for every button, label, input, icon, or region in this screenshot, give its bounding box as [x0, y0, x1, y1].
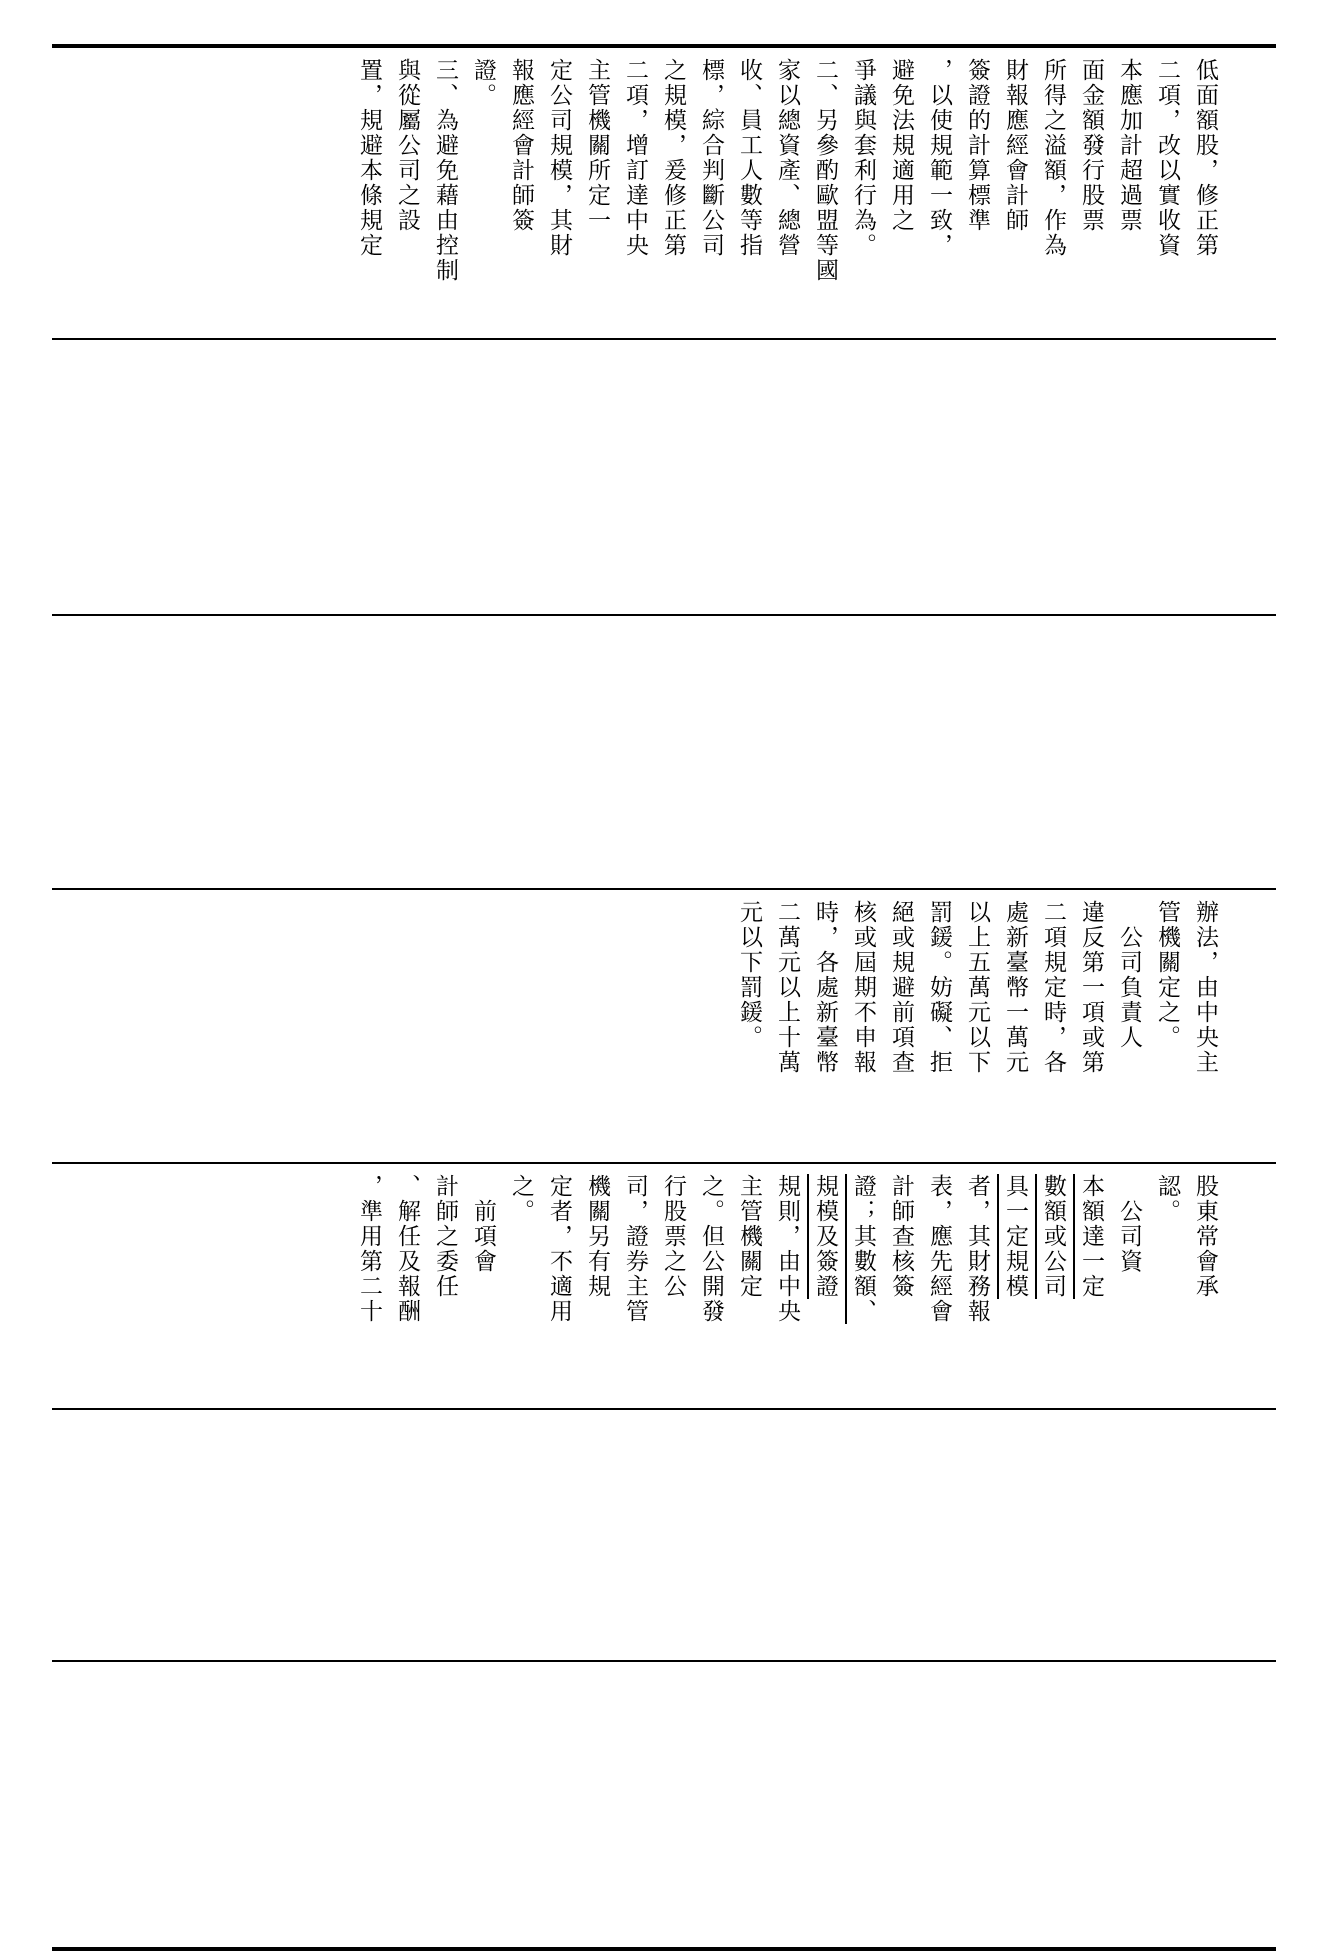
text-line: 認。	[1154, 1174, 1180, 1224]
text-line: 之規模，爰修正第	[660, 58, 686, 258]
text-line: 計師之委任	[432, 1174, 458, 1299]
text-line: 本應加計超過票	[1116, 58, 1142, 233]
text-line: 面金額發行股票	[1078, 58, 1104, 233]
text-line: 規則，由中央	[774, 1174, 800, 1324]
text-line: 公司負責人	[1116, 900, 1142, 1050]
text-line: 、解任及報酬	[394, 1174, 420, 1324]
row-divider	[52, 614, 1276, 616]
bottom-rule	[52, 1947, 1276, 1951]
text-line: 與從屬公司之設	[394, 58, 420, 233]
text-line: 元以下罰鍰。	[736, 900, 762, 1050]
text-line: 管機關定之。	[1154, 900, 1180, 1050]
row-divider	[52, 1408, 1276, 1410]
text-line: 之。但公開發	[698, 1174, 724, 1324]
row-divider	[52, 338, 1276, 340]
row-divider	[52, 1660, 1276, 1662]
amended-provision-cell	[52, 1164, 1276, 1408]
text-line: 家以總資產、總營	[774, 58, 800, 258]
text-line: 收、員工人數等指	[736, 58, 762, 258]
text-line: 計師查核簽	[888, 1174, 914, 1299]
text-line: 主管機關定	[736, 1174, 762, 1299]
text-line: 二、另參酌歐盟等國	[812, 58, 838, 283]
text-line: 前項會	[470, 1174, 496, 1274]
text-line: 定者，不適用	[546, 1174, 572, 1324]
explanation-cell	[52, 48, 1276, 338]
text-line: 所得之溢額，作為	[1040, 58, 1066, 258]
text-line: 處新臺幣一萬元	[1002, 900, 1028, 1075]
text-line: 表，應先經會	[926, 1174, 952, 1324]
text-line: 簽證的計算標準	[964, 58, 990, 233]
text-line: 行股票之公	[660, 1174, 686, 1299]
text-line: 以上五萬元以下	[964, 900, 990, 1075]
text-line: 標，綜合判斷公司	[698, 58, 724, 258]
text-line: 核或屆期不申報	[850, 900, 876, 1075]
text-line: 二萬元以上十萬	[774, 900, 800, 1075]
text-line: 定公司規模，其財	[546, 58, 572, 258]
text-line: 二項規定時，各	[1040, 900, 1066, 1075]
current-provision-cell	[52, 890, 1276, 1160]
text-line: 規模及簽證	[812, 1174, 838, 1299]
text-line: 具一定規模	[1002, 1174, 1028, 1299]
text-line: 違反第一項或第	[1078, 900, 1104, 1075]
text-line: 辦法，由中央主	[1192, 900, 1218, 1075]
text-line: 避免法規適用之	[888, 58, 914, 233]
text-line: 報應經會計師簽	[508, 58, 534, 233]
text-line: ，以使規範一致，	[926, 58, 952, 258]
text-line: 二項，改以實收資	[1154, 58, 1180, 258]
text-line: 公司資	[1116, 1174, 1142, 1274]
text-line: 機關另有規	[584, 1174, 610, 1299]
text-line: 低面額股，修正第	[1192, 58, 1218, 258]
text-line: ，準用第二十	[356, 1174, 382, 1324]
text-line: 絕或規避前項查	[888, 900, 914, 1075]
text-line: 時，各處新臺幣	[812, 900, 838, 1075]
text-line: 司，證券主管	[622, 1174, 648, 1324]
text-line: 財報應經會計師	[1002, 58, 1028, 233]
text-line: 證；其數額、	[850, 1174, 876, 1324]
text-line: 之。	[508, 1174, 534, 1224]
text-line: 置，規避本條規定	[356, 58, 382, 258]
text-line: 三、為避免藉由控制	[432, 58, 458, 283]
text-line: 數額或公司	[1040, 1174, 1066, 1299]
text-line: 股東常會承	[1192, 1174, 1218, 1299]
text-line: 主管機關所定一	[584, 58, 610, 233]
text-line: 爭議與套利行為。	[850, 58, 876, 258]
text-line: 罰鍰。妨礙、拒	[926, 900, 952, 1075]
text-line: 本額達一定	[1078, 1174, 1104, 1299]
text-line: 二項，增訂達中央	[622, 58, 648, 258]
text-line: 證。	[470, 58, 496, 108]
text-line: 者，其財務報	[964, 1174, 990, 1324]
